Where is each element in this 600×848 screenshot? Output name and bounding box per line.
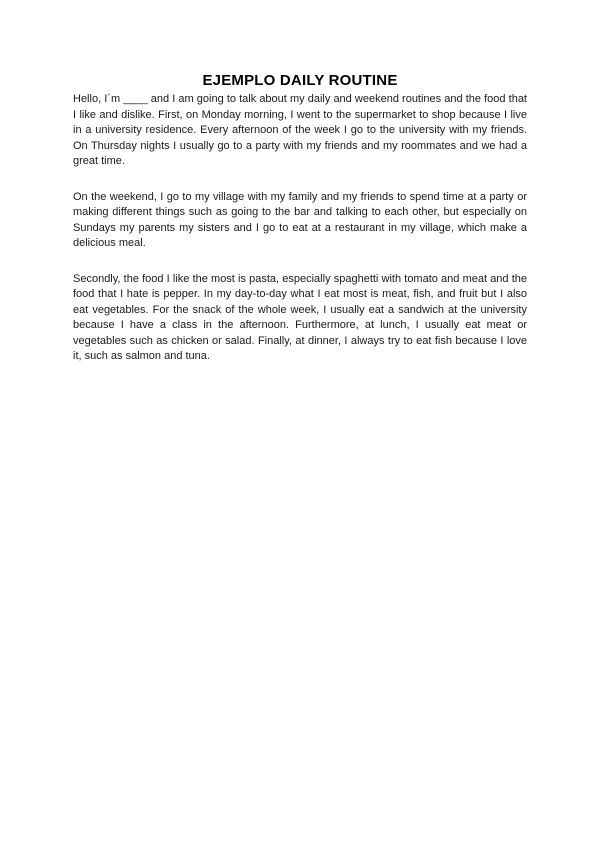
document-body	[73, 92, 527, 385]
document-title: EJEMPLO DAILY ROUTINE	[202, 72, 398, 89]
paragraph-food: Secondly, the food I like the most is pasta, especially spaghetti with tomato and meat and the food that I hate is pepper. In my day-to-day what I eat most is meat, fish, and fruit but I also eat vegetables. For the snack of the whole week, I usually eat a sandwich at the university because I have a class in the afternoon. Furthermore, at lunch, I usually eat meat or vegetables such as chicken or salad. Finally, at dinner, I always try to eat fish because I love it, such as salmon and tuna.	[73, 272, 527, 362]
paragraph-weekend: On the weekend, I go to my village with my family and my friends to spend time at a party or making different things such as going to the bar and talking to each other, but especially on Sundays my parents my sisters and I go to eat at a restaurant in my village, which make a delicious meal.	[73, 190, 527, 249]
paragraph-introduction: Hello, I´m ____ and I am going to talk about my daily and weekend routines and the food that I like and dislike. First, on Monday morning, I went to the supermarket to shop because I live in a university residence. Every afternoon of the week I go to the university with my friends. On Thursday nights I usually go to a party with my friends and my roommates and we had a great time.	[73, 93, 527, 167]
